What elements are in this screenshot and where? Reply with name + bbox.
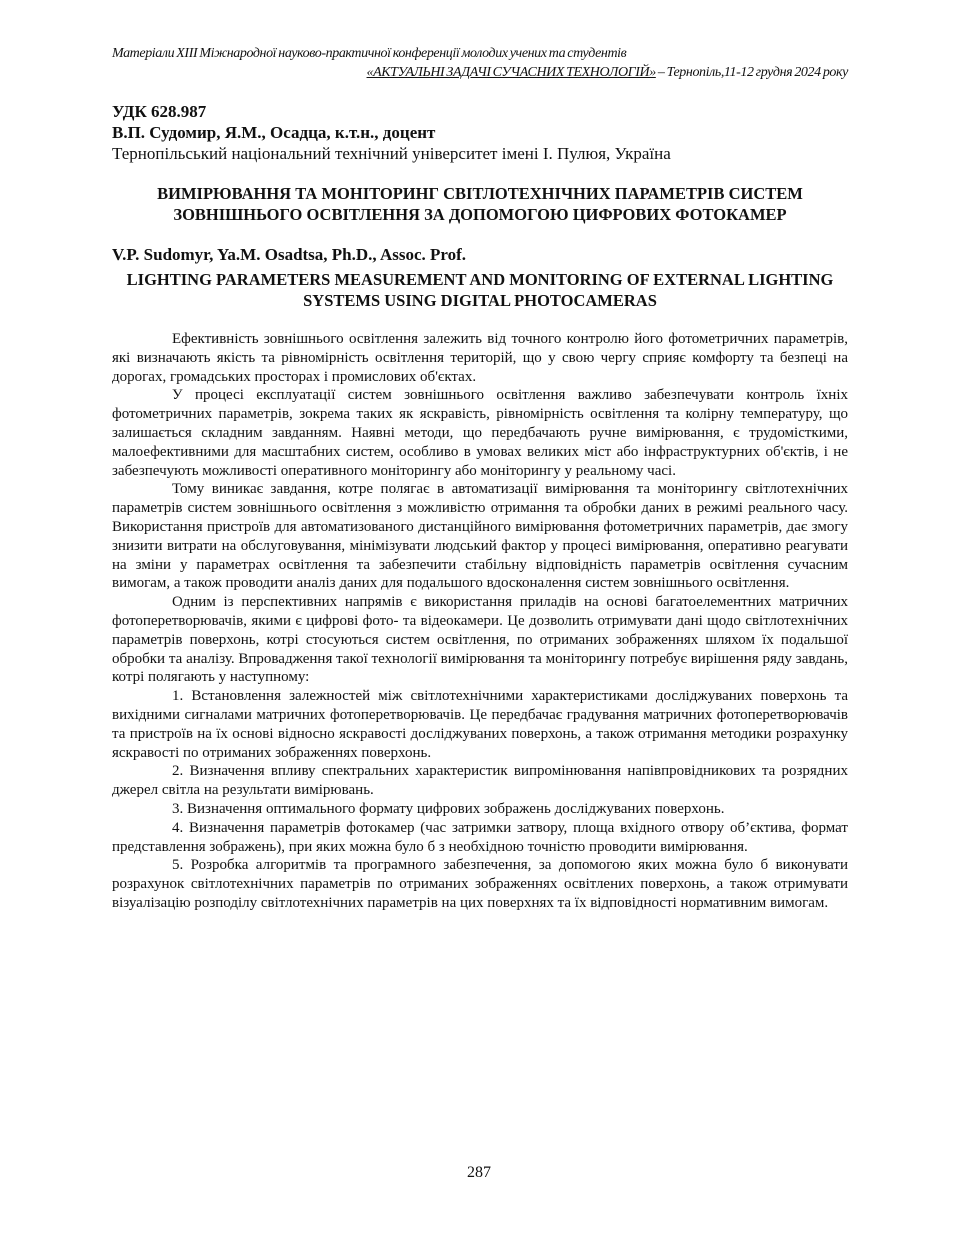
conference-name: «АКТУАЛЬНІ ЗАДАЧІ СУЧАСНИХ ТЕХНОЛОГІЙ» — [366, 65, 656, 80]
list-item: 3. Визначення оптимального формату цифрових зображень досліджуваних поверхонь. — [172, 800, 725, 817]
running-header — [112, 44, 848, 82]
paragraph: Ефективність зовнішнього освітлення залежить від точного контролю його фотометричних параметрів, які визначають якість та рівномірність освітлення територій, що у свою чергу сприяє комфорту та безпеці на дорогах, громадських просторах і промислових об'єктах. — [112, 331, 848, 385]
list-item: 2. Визначення впливу спектральних характеристик випромінювання напівпровідникових та розрядних джерел світла на результати вимірювань. — [112, 763, 848, 799]
article-body — [112, 330, 848, 913]
article-meta — [112, 101, 848, 164]
title-english: LIGHTING PARAMETERS MEASUREMENT AND MONITORING OF EXTERNAL LIGHTING SYSTEMS USING DIGITAL PHOTOCAMERAS — [126, 270, 834, 310]
paragraph: Одним із перспективних напрямів є використання приладів на основі багатоелементних матричних фотоперетворювачів, якими є цифрові фото- та відеокамери. Це дозволить отримувати дані щодо світлотехнічних параметрів поверхонь, котрі стосуються систем освітлення, по отриманих зображеннях шляхом їх подальшої обробки та аналізу. Впровадження такої технології вимірювання та моніторингу потребує вирішення ряду завдань, котрі полягають у наступному: — [112, 594, 848, 686]
running-header-line2 — [112, 63, 848, 82]
udk-code: УДК 628.987 — [112, 102, 207, 121]
list-item: 5. Розробка алгоритмів та програмного забезпечення, за допомогою яких можна було б виконувати розрахунок світлотехнічних параметрів по отриманих зображеннях освітлених поверхонь, а також отримувати візуалізацію розподілу світлотехнічних параметрів на цих поверхнях та їх відповідності нормативним вимогам. — [112, 857, 848, 911]
page-content — [112, 44, 848, 913]
authors-ukrainian: В.П. Судомир, Я.М., Осадца, к.т.н., доцент — [112, 123, 436, 142]
authors-english: V.P. Sudomyr, Ya.M. Osadtsa, Ph.D., Assoc. Prof. — [112, 245, 467, 264]
running-header-line1: Матеріали XIII Міжнародної науково-практичної конференції молодих учених та студентів — [112, 46, 627, 61]
page-number: 287 — [467, 1164, 491, 1181]
paragraph: Тому виникає завдання, котре полягає в автоматизації вимірювання та моніторингу світлотехнічних параметрів систем зовнішнього освітлення з можливістю отримання та обробки даних в режимі реального часу. Використання пристроїв для автоматизованого дистанційного вимірювання фотометричних параметрів, дає змогу знизити витрати на обслуговування, мінімізувати людський фактор у процесі вимірювання, оперативно реагувати на зміни у параметрах освітлення та забезпечити стабільну відповідність параметрів освітлення сучасним вимогам, а також проводити аналіз даних для подальшого вдосконалення систем зовнішнього освітлення. — [112, 481, 848, 592]
conference-place-date: – Тернопіль,11-12 грудня 2024 року — [655, 65, 848, 80]
title-ukrainian: ВИМІРЮВАННЯ ТА МОНІТОРИНГ СВІТЛОТЕХНІЧНИХ ПАРАМЕТРІВ СИСТЕМ ЗОВНІШНЬОГО ОСВІТЛЕННЯ ЗА ДОПОМОГОЮ ЦИФРОВИХ ФОТОКАМЕР — [157, 184, 803, 224]
paragraph: У процесі експлуатації систем зовнішнього освітлення важливо забезпечувати контроль їхніх фотометричних параметрів, зокрема таких як яскравість, рівномірність освітлення та колірну температуру, що залишається складним завданням. Наявні методи, що передбачають ручне вимірювання, є трудомісткими, малоефективними для масштабних систем, особливо в умовах великих міст або інфраструктурних об'єктів, і не забезпечують можливості оперативного моніторингу або моніторингу у реальному часі. — [112, 387, 848, 479]
list-item: 4. Визначення параметрів фотокамер (час затримки затвору, площа вхідного отвору об’єктива, формат представлення зображень), при яких можна було б з необхідною точністю проводити вимірювання. — [112, 819, 848, 855]
list-item: 1. Встановлення залежностей між світлотехнічними характеристиками досліджуваних поверхонь та вихідними сигналами матричних фотоперетворювачів. Це передбачає градування матричних фотоперетворювачів та пристроїв на їх основі відносно яскравості досліджуваних поверхонь, а також отримання методики розрахунку яскравості по отриманих зображеннях поверхонь. — [112, 688, 848, 761]
affiliation: Тернопільський національний технічний університет імені І. Пулюя, Україна — [112, 144, 671, 163]
